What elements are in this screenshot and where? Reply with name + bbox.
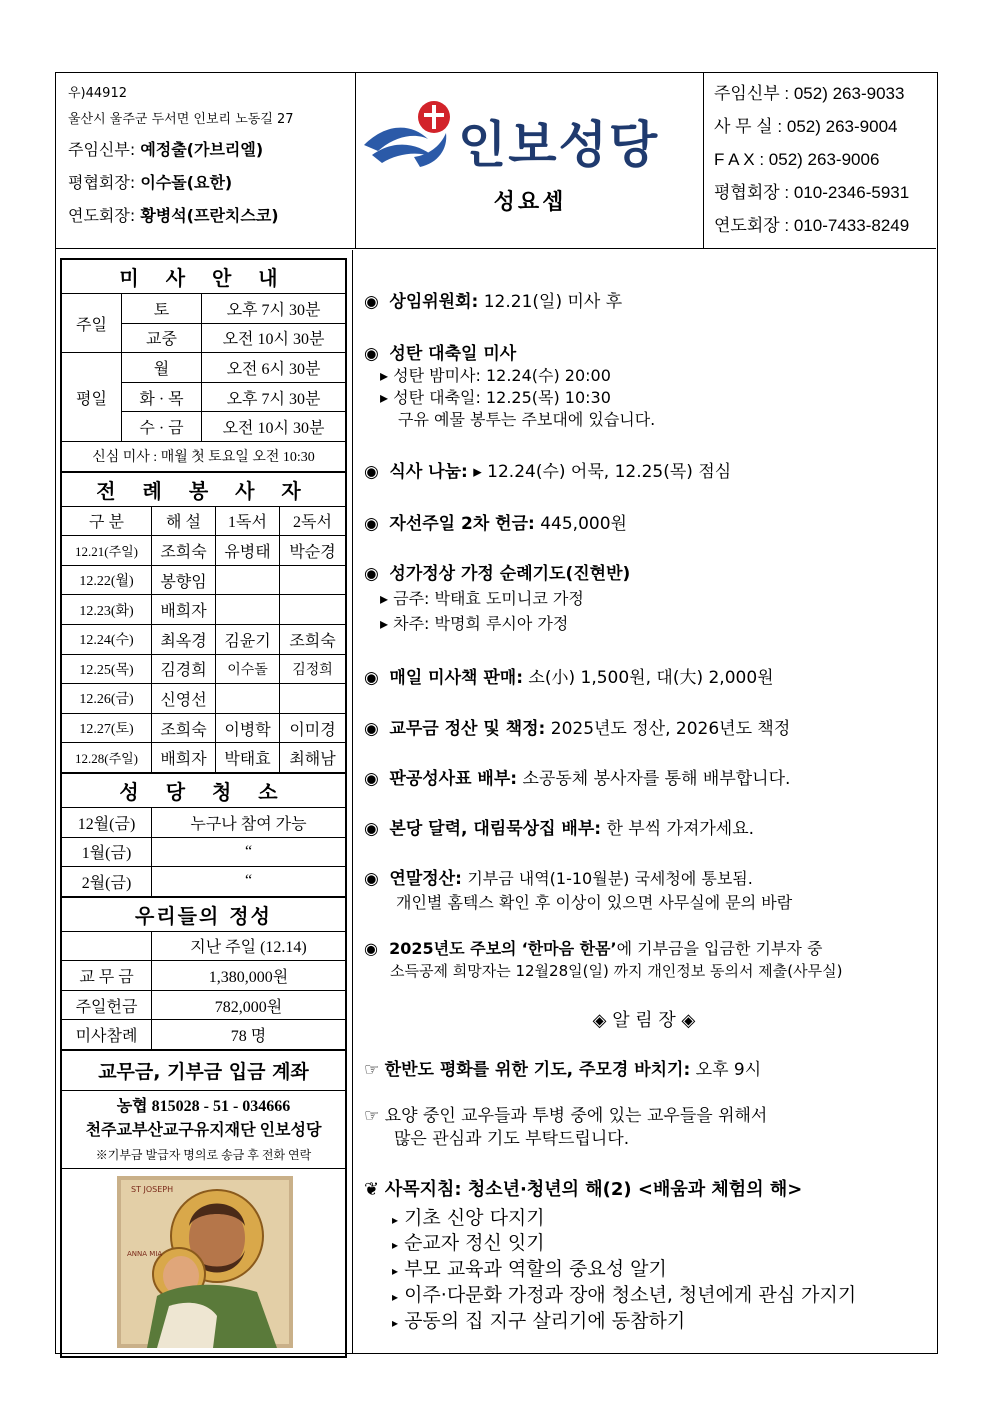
contact-council: 평협회장 : 010-2346-5931 <box>714 183 910 202</box>
contact-office: 사 무 실 : 052) 263-9004 <box>714 117 898 136</box>
cleaning-note: 누구나 참여 가능 <box>152 807 346 837</box>
table-row <box>62 654 346 684</box>
server-cell: 김경희 <box>152 654 216 684</box>
notice-missal <box>364 663 774 688</box>
bullet-circle-icon: ◉ <box>364 939 378 958</box>
prayer-name: 황병석(프란치스코) <box>140 206 279 225</box>
offering-title: 우리들의 정성 <box>62 897 346 931</box>
pastoral-text: 공동의 집 지구 살리기에 동참하기 <box>404 1310 686 1332</box>
notice-sub <box>380 611 568 634</box>
triangle-icon: ▸ <box>392 1316 399 1330</box>
bullet-circle-icon: ◉ <box>364 344 379 364</box>
servers-header: 구 분 <box>62 506 152 536</box>
table-row <box>62 837 346 867</box>
sunday-label: 주일 <box>62 294 122 353</box>
server-cell: 김윤기 <box>216 624 280 654</box>
notice-head: 연말정산: <box>389 869 462 889</box>
notice-body: 한 부씩 가져가세요. <box>606 819 755 839</box>
council-name: 이수돌(요한) <box>140 173 233 192</box>
icon-caption-top: ST JOSEPH <box>131 1185 174 1195</box>
server-cell: 최옥경 <box>152 624 216 654</box>
left-column <box>60 258 347 1358</box>
logo-icon <box>356 93 466 173</box>
notice-sub-text: 구유 예물 봉투는 주보대에 있습니다. <box>398 410 656 429</box>
server-cell: 조희숙 <box>152 713 216 743</box>
notice-head: 성탄 대축일 미사 <box>389 344 517 364</box>
offering-label: 교 무 금 <box>62 961 152 991</box>
server-date: 12.22(월) <box>62 565 152 595</box>
server-date: 12.24(수) <box>62 624 152 654</box>
triangle-icon: ▸ <box>392 1238 399 1252</box>
notice-sub-text: 성탄 밤미사: 12.24(수) 20:00 <box>393 366 611 385</box>
mass-day: 교중 <box>122 323 202 353</box>
pastor-name: 예정출(가브리엘) <box>140 140 264 159</box>
mass-time: 오후 7시 30분 <box>202 382 346 412</box>
bullet-circle-icon: ◉ <box>364 769 379 789</box>
board-head: 한반도 평화를 위한 기도, 주모경 바치기: <box>384 1060 691 1080</box>
notice-body: 에 기부금을 입금한 기부자 중 <box>616 939 823 958</box>
notice-committee <box>364 287 622 312</box>
account-info <box>62 1091 346 1169</box>
server-date: 12.23(화) <box>62 595 152 625</box>
devotion-mass: 신심 미사 : 매월 첫 토요일 오전 10:30 <box>62 441 346 471</box>
notice-donation <box>364 936 822 959</box>
mass-title: 미 사 안 내 <box>62 260 346 294</box>
pastoral-item <box>392 1306 685 1333</box>
notice-tax <box>364 864 753 889</box>
account-title: 교무금, 기부금 입금 계좌 <box>62 1051 346 1091</box>
server-date: 12.27(토) <box>62 713 152 743</box>
account-note: ※기부금 발급자 명의로 송금 후 전화 연락 <box>95 1148 312 1163</box>
notice-dues <box>364 714 790 739</box>
cleaning-month: 1월(금) <box>62 837 152 867</box>
bulletin-name: 성요셉 <box>493 190 567 215</box>
notice-head: 성가정상 가정 순례기도(진현반) <box>389 564 631 584</box>
cleaning-month: 12월(금) <box>62 807 152 837</box>
postal-code: 우)44912 <box>68 86 127 101</box>
triangle-icon: ▸ <box>392 1290 399 1304</box>
council-line <box>68 166 355 199</box>
triangle-icon: ▸ <box>380 614 389 633</box>
notice-head: 매일 미사책 판매: <box>389 668 523 688</box>
server-cell: 봉향임 <box>152 565 216 595</box>
server-cell: 이수돌 <box>216 654 280 684</box>
account-bank: 농협 815028 - 51 - 034666 <box>116 1098 291 1116</box>
table-row <box>62 536 346 566</box>
offering-value: 782,000원 <box>152 990 346 1020</box>
notice-sub-text: 차주: 박명희 루시아 가정 <box>393 614 569 633</box>
saint-joseph-icon-image <box>117 1176 293 1348</box>
server-cell: 신영선 <box>152 684 216 714</box>
board-sick <box>364 1101 767 1126</box>
servers-header: 1독서 <box>216 506 280 536</box>
notice-head: 자선주일 2차 헌금: <box>389 514 535 534</box>
pastoral-text: 순교자 정신 잇기 <box>404 1232 545 1254</box>
pastoral-guideline <box>364 1175 802 1201</box>
notice-confession <box>364 764 790 789</box>
table-row <box>62 684 346 714</box>
notice-body: 445,000원 <box>540 514 627 534</box>
server-cell <box>280 595 346 625</box>
notice-head: 판공성사표 배부: <box>389 769 518 789</box>
bullet-circle-icon: ◉ <box>364 869 379 889</box>
notice-body: 기부금 내역(1-10월분) 국세청에 통보됨. <box>467 869 753 888</box>
mass-time: 오전 6시 30분 <box>202 353 346 383</box>
bullet-circle-icon: ◉ <box>364 564 379 584</box>
table-row <box>62 961 346 991</box>
server-date: 12.25(목) <box>62 654 152 684</box>
offering-value: 78 명 <box>152 1020 346 1050</box>
notice-sub <box>380 586 584 609</box>
cleaning-note: “ <box>152 837 346 867</box>
board-body: 많은 관심과 기도 부탁드립니다. <box>394 1129 630 1149</box>
notice-head: 2025년도 주보의 <box>389 939 517 958</box>
notice-body: 12.21(일) 미사 후 <box>483 292 623 312</box>
pastoral-item <box>392 1228 545 1255</box>
offering-label: 주일헌금 <box>62 990 152 1020</box>
header-logo <box>356 73 704 249</box>
notice-sub-text: 소득공제 희망자는 12월28일(일) 까지 개인정보 동의서 제출(사무실) <box>390 962 843 980</box>
mass-time: 오전 10시 30분 <box>202 412 346 442</box>
notice-body: 소공동체 봉사자를 통해 배부합니다. <box>522 769 791 789</box>
pastoral-item <box>392 1254 667 1281</box>
triangle-icon: ▸ <box>392 1213 399 1227</box>
notice-pilgrimage <box>364 559 630 584</box>
notice-meal <box>364 457 731 482</box>
contact-list <box>704 73 936 249</box>
weekday-label: 평일 <box>62 353 122 442</box>
server-cell: 조희숙 <box>280 624 346 654</box>
table-row <box>62 743 346 773</box>
cleaning-note: “ <box>152 867 346 897</box>
notice-charity <box>364 509 627 534</box>
cleaning-month: 2월(금) <box>62 867 152 897</box>
pointing-hand-icon: ☞ <box>364 1060 380 1080</box>
notice-head: 식사 나눔: <box>389 462 468 482</box>
icon-caption-side: ANNA MIA <box>127 1250 163 1259</box>
mass-schedule <box>60 258 347 1358</box>
server-cell: 이미경 <box>280 713 346 743</box>
notice-head: 교무금 정산 및 책정: <box>389 719 546 739</box>
contact-prayer: 연도회장 : 010-7433-8249 <box>714 216 910 235</box>
bullet-circle-icon: ◉ <box>364 819 379 839</box>
notice-sub-text: 성탄 대축일: 12.25(목) 10:30 <box>393 388 611 407</box>
saint-image-cell <box>62 1169 346 1357</box>
server-cell: 배희자 <box>152 743 216 773</box>
server-cell: 조희숙 <box>152 536 216 566</box>
pastoral-head: 사목지침: 청소년·청년의 해(2) <배움과 체험의 해> <box>384 1179 803 1200</box>
table-row <box>62 595 346 625</box>
header-info <box>56 73 356 249</box>
header <box>56 73 936 249</box>
notice-head: 상임위원회: <box>389 292 479 312</box>
bullet-circle-icon: ◉ <box>364 719 379 739</box>
table-row <box>62 990 346 1020</box>
server-cell: 박태효 <box>216 743 280 773</box>
table-row <box>62 565 346 595</box>
server-date: 12.21(주일) <box>62 536 152 566</box>
pastoral-item <box>392 1203 545 1230</box>
offering-label: 미사참례 <box>62 1020 152 1050</box>
address: 울산시 울주군 두서면 인보리 노동길 27 <box>68 112 294 127</box>
servers-title: 전 례 봉 사 자 <box>62 472 346 506</box>
server-cell: 박순경 <box>280 536 346 566</box>
column-divider <box>352 250 353 1354</box>
pastor-line <box>68 133 355 166</box>
notice-christmas <box>364 339 516 364</box>
mass-time: 오전 10시 30분 <box>202 323 346 353</box>
server-cell: 이병학 <box>216 713 280 743</box>
server-cell <box>280 684 346 714</box>
board-body: 오후 9시 <box>695 1060 762 1080</box>
pastoral-item <box>392 1280 856 1307</box>
server-cell: 최해남 <box>280 743 346 773</box>
cleaning-title: 성 당 청 소 <box>62 773 346 807</box>
triangle-icon: ▸ <box>473 462 482 482</box>
bullet-circle-icon: ◉ <box>364 292 379 312</box>
bullet-circle-icon: ◉ <box>364 462 379 482</box>
bullet-circle-icon: ◉ <box>364 668 379 688</box>
offering-value: 1,380,000원 <box>152 961 346 991</box>
server-date: 12.26(금) <box>62 684 152 714</box>
mass-time: 오후 7시 30분 <box>202 294 346 324</box>
table-row <box>62 713 346 743</box>
triangle-icon: ▸ <box>392 1264 399 1278</box>
church-logo <box>356 93 704 173</box>
mass-day: 화 · 목 <box>122 382 202 412</box>
mass-day: 수 · 금 <box>122 412 202 442</box>
board-title: ◈ 알 림 장 ◈ <box>592 1010 696 1031</box>
board-body: 요양 중인 교우들과 투병 중에 있는 교우들을 위해서 <box>384 1106 768 1126</box>
notice-quote: ‘한마음 한몸’ <box>521 939 617 958</box>
account-holder: 천주교부산교구유지재단 인보성당 <box>85 1122 322 1140</box>
notice-sub-text: 금주: 박태효 도미니코 가정 <box>393 589 584 608</box>
server-cell: 유병태 <box>216 536 280 566</box>
notice-sub <box>380 363 611 386</box>
table-row <box>62 867 346 897</box>
council-label: 평협회장: <box>68 173 136 192</box>
notice-body: 12.24(수) 어묵, 12.25(목) 점심 <box>487 462 732 482</box>
pointing-hand-icon: ☞ <box>364 1106 380 1126</box>
leaf-ornament-icon: ❦ <box>364 1179 380 1200</box>
prayer-label: 연도회장: <box>68 206 136 225</box>
triangle-icon: ▸ <box>380 388 389 407</box>
notice-sub <box>380 385 611 408</box>
pastor-label: 주임신부: <box>68 140 136 159</box>
church-name: 인보성당 <box>458 116 660 174</box>
notice-head: 본당 달력, 대림묵상집 배부: <box>389 819 602 839</box>
server-cell <box>280 565 346 595</box>
servers-header: 2독서 <box>280 506 346 536</box>
bullet-circle-icon: ◉ <box>364 514 379 534</box>
table-row <box>62 624 346 654</box>
notice-sub-text: 개인별 홈텍스 확인 후 이상이 있으면 사무실에 문의 바람 <box>396 893 793 912</box>
pastoral-text: 기초 신앙 다지기 <box>404 1207 545 1229</box>
board-prayer <box>364 1055 761 1080</box>
prayer-line <box>68 199 355 232</box>
bulletin-page <box>55 72 938 1354</box>
server-cell <box>216 565 280 595</box>
server-cell <box>216 595 280 625</box>
offering-period: 지난 주일 (12.14) <box>152 931 346 961</box>
triangle-icon: ▸ <box>380 589 389 608</box>
server-cell: 배희자 <box>152 595 216 625</box>
triangle-icon: ▸ <box>380 366 389 385</box>
notice-body: 2025년도 정산, 2026년도 책정 <box>550 719 791 739</box>
mass-day: 토 <box>122 294 202 324</box>
offering-blank <box>62 931 152 961</box>
server-cell: 김정희 <box>280 654 346 684</box>
contact-fax: F A X : 052) 263-9006 <box>714 150 880 169</box>
pastoral-text: 부모 교육과 역할의 중요성 알기 <box>404 1258 667 1280</box>
notice-body: 소(小) 1,500원, 대(大) 2,000원 <box>528 668 774 688</box>
table-row <box>62 807 346 837</box>
pastoral-text: 이주·다문화 가정과 장애 청소년, 청년에게 관심 가지기 <box>404 1284 857 1306</box>
table-row <box>62 1020 346 1050</box>
notice-calendar <box>364 814 754 839</box>
server-cell <box>216 684 280 714</box>
servers-header: 해 설 <box>152 506 216 536</box>
mass-day: 월 <box>122 353 202 383</box>
contact-pastor: 주임신부 : 052) 263-9033 <box>714 84 905 103</box>
server-date: 12.28(주일) <box>62 743 152 773</box>
